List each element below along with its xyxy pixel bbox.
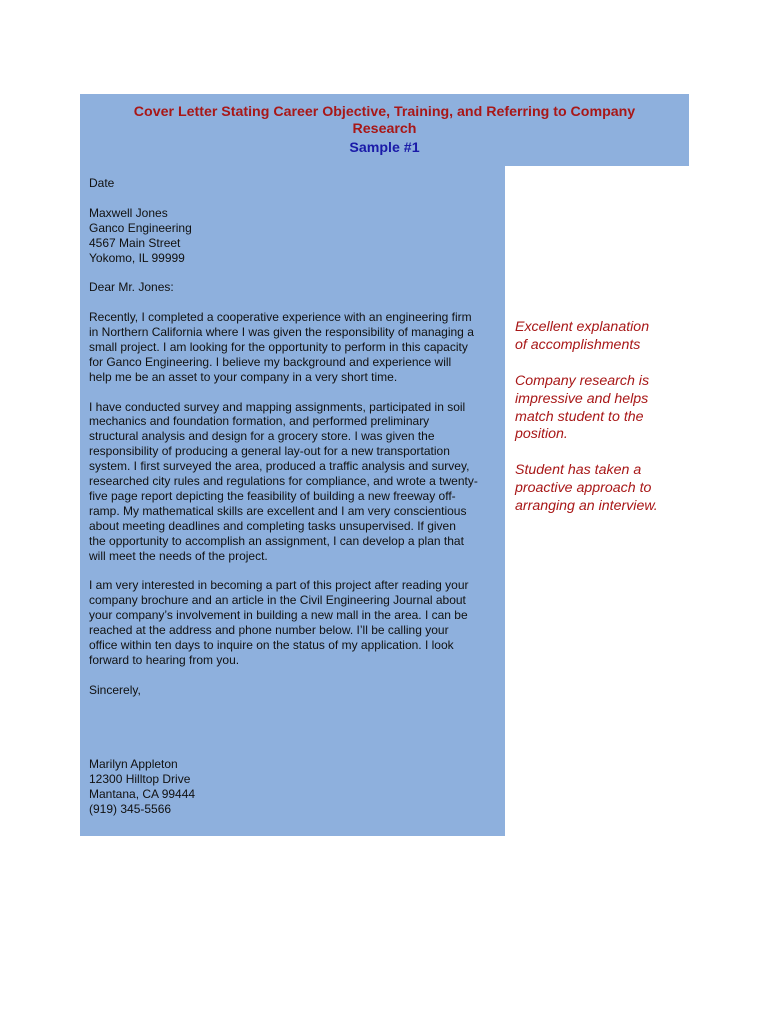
paragraph-line: researched city rules and regulations for compliance, and wrote a twenty- — [89, 474, 478, 489]
paragraph-line: your company’s involvement in building a new mall in the area. I can be — [89, 608, 468, 623]
paragraph-line: the opportunity to accomplish an assignment, I can develop a plan that — [89, 533, 464, 548]
document-header — [80, 94, 689, 166]
sender-city: Mantana, CA 99444 — [89, 787, 196, 802]
closing: Sincerely, — [89, 682, 141, 697]
sender-street: 12300 Hilltop Drive — [89, 772, 191, 787]
sender-name: Marilyn Appleton — [89, 757, 178, 772]
note-company-research: Company research is impressive and helps match student to the position. — [515, 372, 650, 443]
paragraph-line: I have conducted survey and mapping assignments, participated in soil — [89, 399, 466, 414]
paragraph-line: company brochure and an article in the Civil Engineering Journal about — [89, 593, 466, 608]
paragraph-1 — [89, 310, 496, 385]
paragraph-line: Recently, I completed a cooperative experience with an engineering firm — [89, 310, 472, 325]
paragraph-2 — [89, 400, 496, 564]
document-title: Cover Letter Stating Career Objective, Training, and Referring to Company Research — [133, 104, 636, 137]
recipient-company: Ganco Engineering — [89, 220, 192, 235]
recipient-address — [89, 206, 496, 266]
paragraph-line: office within ten days to inquire on the status of my application. I look — [89, 638, 454, 653]
paragraph-line: forward to hearing from you. — [89, 652, 240, 667]
margin-notes — [515, 319, 680, 534]
paragraph-line: small project. I am looking for the opportunity to perform in this capacity — [89, 339, 468, 354]
letter-date: Date — [89, 176, 115, 190]
note-proactive: Student has taken a proactive approach to arranging an interview. — [515, 462, 658, 515]
sender-phone: (919) 345-5566 — [89, 801, 172, 816]
salutation: Dear Mr. Jones: — [89, 280, 174, 295]
paragraph-line: about meeting deadlines and completing tasks unsupervised. If given — [89, 518, 456, 533]
paragraph-line: mechanics and foundation formation, and performed preliminary — [89, 414, 430, 429]
paragraph-line: help me be an asset to your company in a very short time. — [89, 369, 398, 384]
paragraph-line: ramp. My mathematical skills are excellent and I am very conscientious — [89, 503, 467, 518]
signature-space — [89, 713, 496, 758]
paragraph-line: in Northern California where I was given the responsibility of managing a — [89, 325, 474, 340]
letter-body — [80, 166, 505, 836]
paragraph-line: reached at the address and phone number below. I’ll be calling your — [89, 623, 449, 638]
paragraph-line: responsibility of producing a general lay-out for a new transportation — [89, 444, 450, 459]
paragraph-line: I am very interested in becoming a part of this project after reading your — [89, 578, 469, 593]
document-subtitle: Sample #1 — [349, 140, 420, 156]
paragraph-line: structural analysis and design for a grocery store. I was given the — [89, 429, 435, 444]
paragraph-3 — [89, 578, 496, 667]
paragraph-line: will meet the needs of the project. — [89, 548, 268, 563]
sender-address — [89, 757, 496, 817]
recipient-city: Yokomo, IL 99999 — [89, 250, 185, 265]
paragraph-line: system. I first surveyed the area, produced a traffic analysis and survey, — [89, 459, 470, 474]
paragraph-line: five page report depicting the feasibility of building a new freeway off- — [89, 488, 456, 503]
paragraph-line: for Ganco Engineering. I believe my background and experience will — [89, 354, 452, 369]
recipient-name: Maxwell Jones — [89, 205, 168, 220]
note-accomplishments: Excellent explanation of accomplishments — [515, 319, 650, 353]
recipient-street: 4567 Main Street — [89, 235, 181, 250]
